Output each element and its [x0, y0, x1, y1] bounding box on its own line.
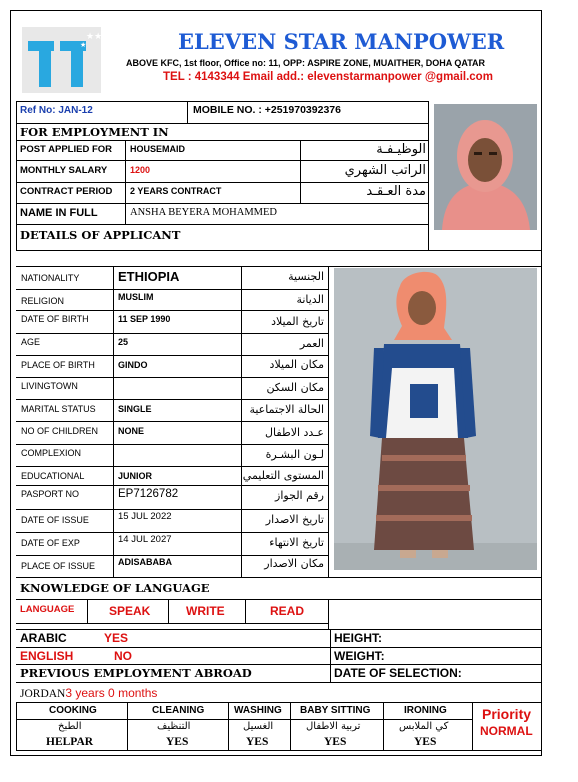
cooking-header: COOKING [49, 705, 97, 716]
write-header: WRITE [186, 604, 225, 618]
english-label: ENGLISH [20, 649, 74, 663]
marital-status-value: SINGLE [118, 404, 152, 414]
complexion-label: COMPLEXION [21, 448, 82, 458]
marital-status-label: MARITAL STATUS [21, 404, 96, 414]
children-value: NONE [118, 426, 145, 436]
mobile-label [193, 105, 341, 116]
company-logo [22, 27, 101, 93]
monthly-salary-label: MONTHLY SALARY [20, 165, 108, 176]
passport-label: PASPORT NO [21, 489, 80, 499]
children-ar: عـدد الاطفال [265, 426, 324, 439]
passport-value: EP7126782 [118, 488, 179, 500]
applicant-section-title: DETAILS OF APPLICANT [20, 228, 181, 242]
post-applied-ar: الوظيـفـة [376, 142, 426, 157]
education-label: EDUCATIONAL [21, 471, 85, 481]
priority-value: NORMAL [480, 724, 533, 738]
religion-label: RELIGION [21, 296, 65, 306]
contract-period-label: CONTRACT PERIOD [20, 186, 113, 197]
dob-ar: تاريخ الميلاد [271, 315, 324, 328]
baby-sitting-header: BABY SITTING [300, 705, 371, 716]
marital-status-ar: الحالة الاجتماعية [249, 403, 324, 416]
applicant-full-body-photo [334, 268, 537, 570]
height-label: HEIGHT: [334, 631, 382, 645]
dob-label: DATE OF BIRTH [21, 314, 89, 324]
company-name: ELEVEN STAR MANPOWER [178, 29, 505, 54]
issue-date-value: 15 JUL 2022 [118, 511, 172, 522]
expiry-date-ar: تاريخ الانتهاء [269, 536, 324, 549]
mobile-number: +251970392376 [264, 104, 341, 116]
expiry-date-label: DATE OF EXP [21, 538, 80, 548]
issue-date-ar: تاريخ الاصدار [265, 513, 324, 526]
company-contact: TEL : 4143344 Email add.: elevenstarmanpower @gmail.com [163, 71, 493, 83]
cleaning-value: YES [166, 736, 189, 748]
nationality-ar: الجنسية [288, 270, 324, 283]
age-label: AGE [21, 337, 41, 347]
arabic-speak: YES [104, 631, 129, 645]
dob-value: 11 SEP 1990 [118, 314, 171, 324]
monthly-salary-value: 1200 [130, 165, 151, 175]
ironing-value: YES [414, 736, 437, 748]
priority-label: Priority [482, 706, 532, 722]
washing-ar: الغسيل [243, 721, 274, 732]
applicant-full-name: ANSHA BEYERA MOHAMMED [130, 207, 278, 218]
contract-period-value: 2 YEARS CONTRACT [130, 186, 222, 196]
religion-value: MUSLIM [118, 292, 154, 302]
nationality-value: ETHIOPIA [118, 269, 180, 284]
livingtown-ar: مكان السكن [266, 381, 324, 394]
baby-sitting-ar: تربية الاطفال [306, 721, 361, 732]
place-of-issue-value: ADISABABA [118, 557, 172, 567]
cleaning-ar: التنظيف [157, 721, 191, 732]
place-of-issue-label: PLACE OF ISSUE [21, 561, 96, 571]
date-of-selection-label: DATE OF SELECTION: [334, 666, 462, 680]
passport-ar: رقم الجواز [275, 489, 324, 502]
svg-text:★★: ★★ [86, 32, 101, 42]
education-ar: المستوى التعليمي [242, 469, 324, 482]
issue-date-label: DATE OF ISSUE [21, 515, 89, 525]
complexion-ar: لـون البشـرة [265, 448, 324, 461]
washing-header: WASHING [234, 705, 282, 716]
language-header: LANGUAGE [20, 604, 75, 615]
baby-sitting-value: YES [324, 736, 347, 748]
employment-section-title: FOR EMPLOYMENT IN [20, 125, 169, 139]
religion-ar: الديانة [296, 293, 324, 306]
children-label: NO OF CHILDREN [21, 426, 99, 436]
expiry-date-value: 14 JUL 2027 [118, 534, 172, 545]
place-of-birth-ar: مكان الميلاد [269, 358, 324, 371]
place-of-birth-value: GINDO [118, 360, 148, 370]
age-ar: العمر [299, 337, 324, 350]
ref-number: Ref No: JAN-12 [20, 105, 93, 116]
mobile-label-text: MOBILE NO. : [193, 104, 265, 116]
previous-country: JORDAN [20, 688, 66, 700]
previous-duration: 3 years 0 months [65, 686, 158, 700]
arabic-label: ARABIC [20, 631, 67, 645]
cooking-value: HELPAR [46, 736, 94, 748]
nationality-label: NATIONALITY [21, 273, 80, 283]
name-label: NAME IN FULL [20, 207, 98, 219]
svg-text:★: ★ [80, 41, 87, 49]
ironing-header: IRONING [404, 705, 447, 716]
weight-label: WEIGHT: [334, 649, 385, 663]
ironing-ar: كي الملابس [399, 721, 449, 732]
applicant-portrait-photo [434, 104, 537, 230]
language-section-title: KNOWLEDGE OF LANGUAGE [20, 581, 210, 595]
place-of-birth-label: PLACE OF BIRTH [21, 360, 95, 370]
previous-section-title: PREVIOUS EMPLOYMENT ABROAD [20, 666, 252, 680]
education-value: JUNIOR [118, 471, 153, 481]
post-applied-label: POST APPLIED FOR [20, 144, 113, 155]
speak-header: SPEAK [109, 604, 151, 618]
washing-value: YES [246, 736, 269, 748]
contract-period-ar: مدة العـقـد [366, 184, 426, 199]
post-applied-value: HOUSEMAID [130, 144, 186, 154]
previous-employment-entry [20, 685, 157, 701]
place-of-issue-ar: مكان الاصدار [264, 557, 324, 570]
english-speak: NO [114, 649, 132, 663]
company-address: ABOVE KFC, 1st floor, Office no: 11, OPP: ASPIRE ZONE, MUAITHER, DOHA QATAR [126, 58, 486, 68]
read-header: READ [270, 604, 305, 618]
age-value: 25 [118, 337, 129, 347]
cooking-ar: الطبخ [58, 721, 82, 732]
monthly-salary-ar: الراتب الشهري [344, 163, 426, 178]
cleaning-header: CLEANING [152, 705, 205, 716]
livingtown-label: LIVINGTOWN [21, 381, 78, 391]
